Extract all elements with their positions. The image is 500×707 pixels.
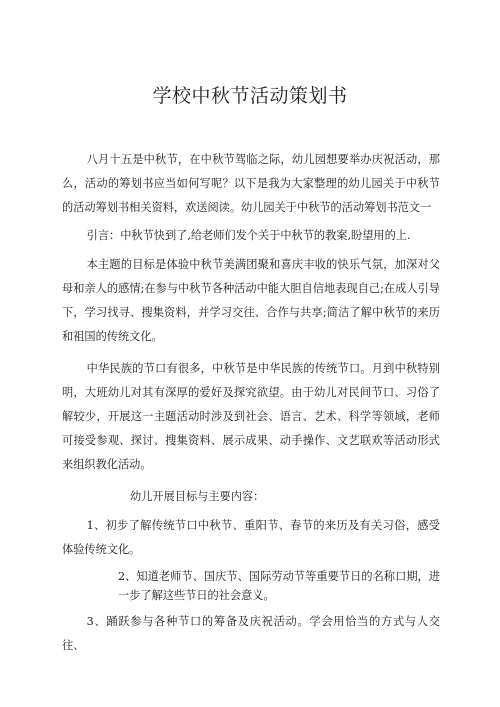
paragraph-heading-objectives: 幼儿开展目标与主要内容： (130, 490, 265, 504)
paragraph-goals: 本主题的目标是体验中秋节美满团聚和喜庆丰收的快乐气氛，加深对父母和亲人的感情;在参与中秋节各种活动中能大胆自信地表现自己;在成人引导下，学习找寻、搜集资料，并学习交往、合作与共享;简洁了解中秋节的来历和祖国的传统文化。 (62, 258, 440, 343)
list-item-3: 3、踊跃参与各种节口的筹备及庆祝活动。学会用恰当的方式与人交往、 (62, 614, 440, 652)
list-item-2: 2、知道老师节、国庆节、国际劳动节等重要节日的名称口期，进一步了解这些节日的社会意义。 (118, 569, 440, 602)
paragraph-preface: 引言：中秋节快到了,给老师们发个关于中秋节的教案,盼望用的上. (86, 229, 411, 243)
document-body (62, 148, 440, 662)
list-item-1: 1、初步了解传统节口中秋节、重阳节、春节的来历及有关习俗，感受体验传统文化。 (62, 519, 440, 556)
paragraph-intro: 八月十五是中秋节，在中秋节驾临之际，幼儿园想要举办庆祝活动，那么，活动的筹划书应当如何写呢？以下是我为大家整理的幼儿园关于中秋节的活动筹划书相关资料，欢送阅读。幼儿园关于中秋节的活动筹划书范文一 (62, 153, 440, 214)
document-title: 学校中秋节活动策划书 (152, 85, 348, 107)
paragraph-background: 中华民族的节口有很多，中秋节是中华民族的传统节口。月到中秋特别明，大班幼儿对其有深厚的爱好及探究欲望。由于幼儿对民间节口、习俗了解较少，开展这一主题活动时涉及到社会、语言、艺术、科学等领域，老师可接受参观、探讨、搜集资料、展示成果、动手操作、文艺联欢等活动形式来组织教化活动。 (62, 362, 440, 471)
